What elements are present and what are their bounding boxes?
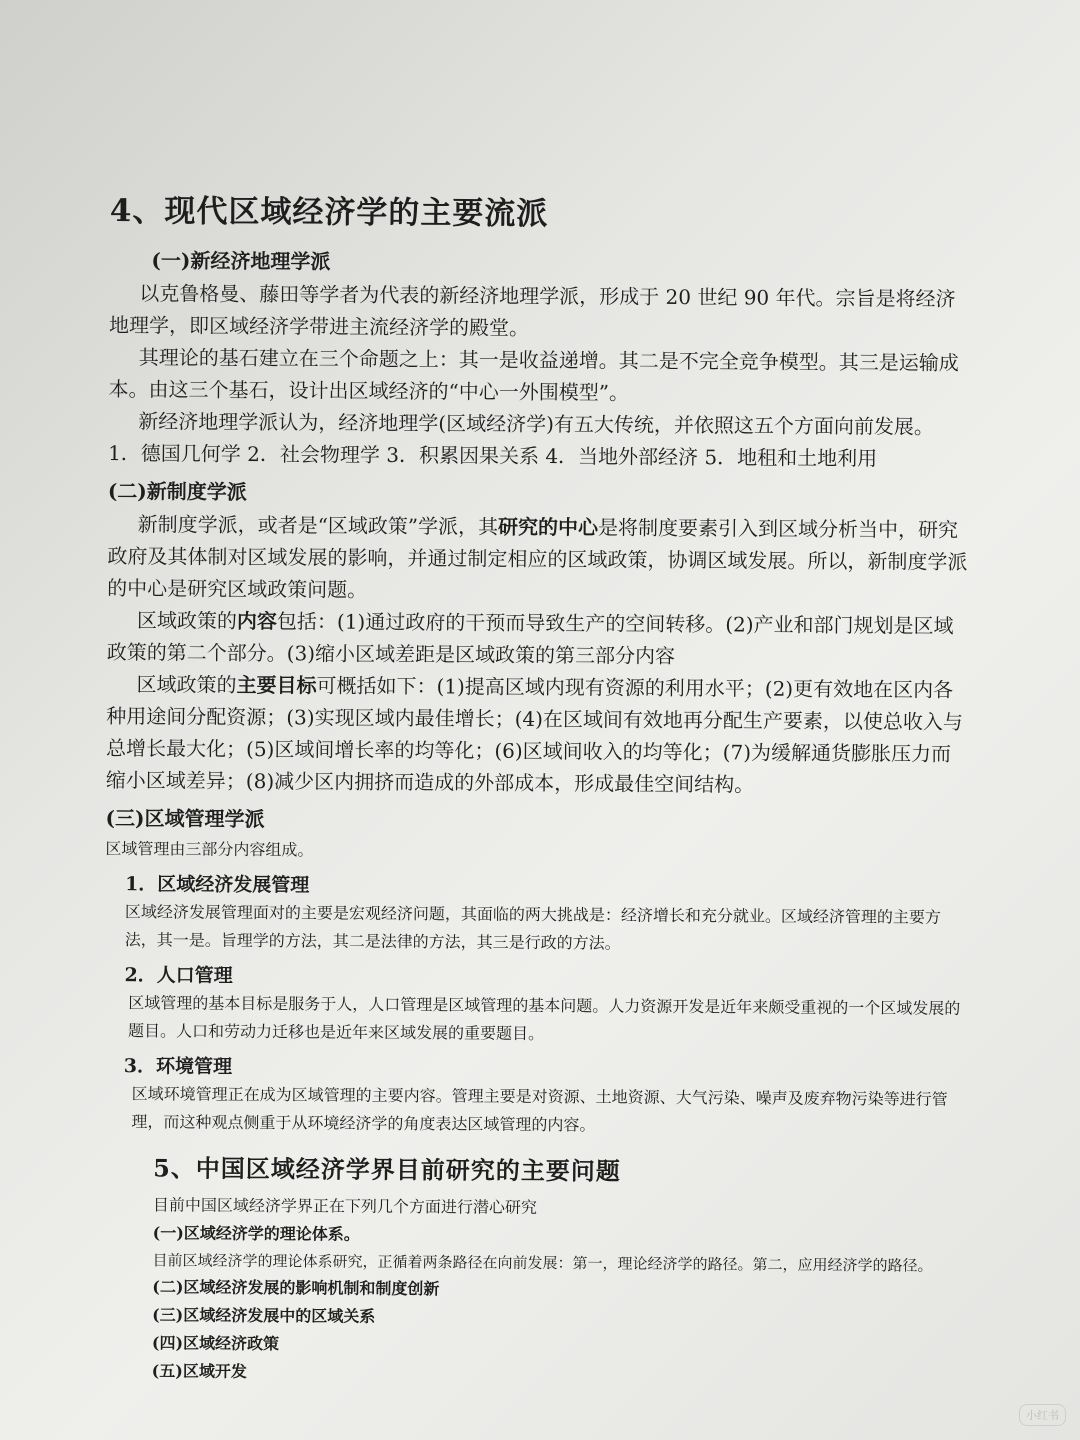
sub2-para2: 区域政策的内容包括：(1)通过政府的干预而导致生产的空间转移。(2)产业和部门规划是区域政策的第二个部分。(3)缩小区域差距是区域政策的第三部分内容	[106, 608, 954, 668]
sub3-item2-text: 区域管理的基本目标是服务于人，人口管理是区域管理的基本问题。人力资源开发是近年来颇受重视的一个区域发展的题目。人口和劳动力迁移也是近年来区域发展的重要题目。	[128, 993, 961, 1044]
section5-item4: (四)区域经济政策	[151, 1333, 280, 1354]
sub3-item1-text: 区域经济发展管理面对的主要是宏观经济问题，其面临的两大挑战是：经济增长和充分就业。区域经济管理的主要方法，其一是。旨理学的方法，其二是法律的方法，其三是行政的方法。	[124, 902, 941, 953]
sub3-item2-title: 2．人口管理	[124, 964, 233, 987]
section5-item1-text: 目前区域经济学的理论体系研究，正循着两条路径在向前发展：第一，理论经济学的路径。第二，应用经济学的路径。	[152, 1251, 933, 1275]
sub3-item1-title: 1．区域经济发展管理	[125, 873, 310, 897]
section5-body	[152, 1191, 963, 1391]
sub3-item3-text: 区域环境管理正在成为区域管理的主要内容。管理主要是对资源、土地资源、大气污染、噪声及废弃物污染等进行管理，而这种观点侧重于从环境经济学的角度表达区域管理的内容。	[131, 1084, 948, 1135]
sub1-para1: 以克鲁格曼、藤田等学者为代表的新经济地理学派，形成于 20 世纪 90 年代。宗旨是将经济地理学，即区域经济学带进主流经济学的殿堂。	[108, 281, 956, 340]
sub1-title: (一)新经济地理学派	[151, 248, 331, 274]
section5-intro: 目前中国区域经济学界正在下列几个方面进行潜心研究	[152, 1195, 537, 1218]
sub2-title: (二)新制度学派	[107, 478, 247, 504]
sub3-intro: 区域管理由三部分内容组成。	[105, 838, 314, 860]
sub1-para2: 其理论的基石建立在三个命题之上：其一是收益递增。其二是不完全竞争模型。其三是运输成本。由这三个基石，设计出区域经济的“中心一外围模型”。	[108, 345, 959, 405]
watermark-logo: 小红书	[1019, 1404, 1066, 1426]
sub1-para3: 新经济地理学派认为，经济地理学(区域经济学)有五大传统，并依照这五个方面向前发展。	[138, 409, 935, 439]
section5-item2: (二)区域经济发展的影响机制和制度创新	[152, 1277, 440, 1299]
section5-item3: (三)区域经济发展中的区域关系	[152, 1305, 376, 1326]
sub3-title: (三)区域管理学派	[105, 805, 265, 832]
sub3-item3-title: 3．环境管理	[123, 1055, 233, 1078]
section5-title: 5、中国区域经济学界目前研究的主要问题	[153, 1153, 621, 1186]
sub1-traditions: 1．德国几何学 2．社会物理学 3．积累因果关系 4．当地外部经济 5．地租和土地利用	[108, 440, 878, 471]
sub2-para1: 新制度学派，或者是“区域政策”学派，其研究的中心是将制度要素引入到区域分析当中，研究政府及其体制对区域发展的影响，并通过制定相应的区域政策，协调区域发展。所以，新制度学派的中心是研究区域政策问题。	[107, 512, 968, 602]
section5-item1-title: (一)区域经济学的理论体系。	[152, 1223, 360, 1244]
section4-title: 4、现代区域经济学的主要流派	[109, 192, 549, 233]
section5-item5: (五)区域开发	[151, 1361, 247, 1381]
page-content	[102, 185, 970, 1391]
sub2-para3: 区域政策的主要目标可概括如下：(1)提高区域内现有资源的利用水平；(2)更有效地在区内各种用途间分配资源；(3)实现区域内最佳增长；(4)在区域间有效地再分配生产要素，以使总收入与总增长最大化；(5)区域间增长率的均等化；(6)区域间收入的均等化；(7)为缓解通货膨胀压力而缩小区域差异；(8)减少区内拥挤而造成的外部成本，形成最佳空间结构。	[105, 672, 964, 797]
